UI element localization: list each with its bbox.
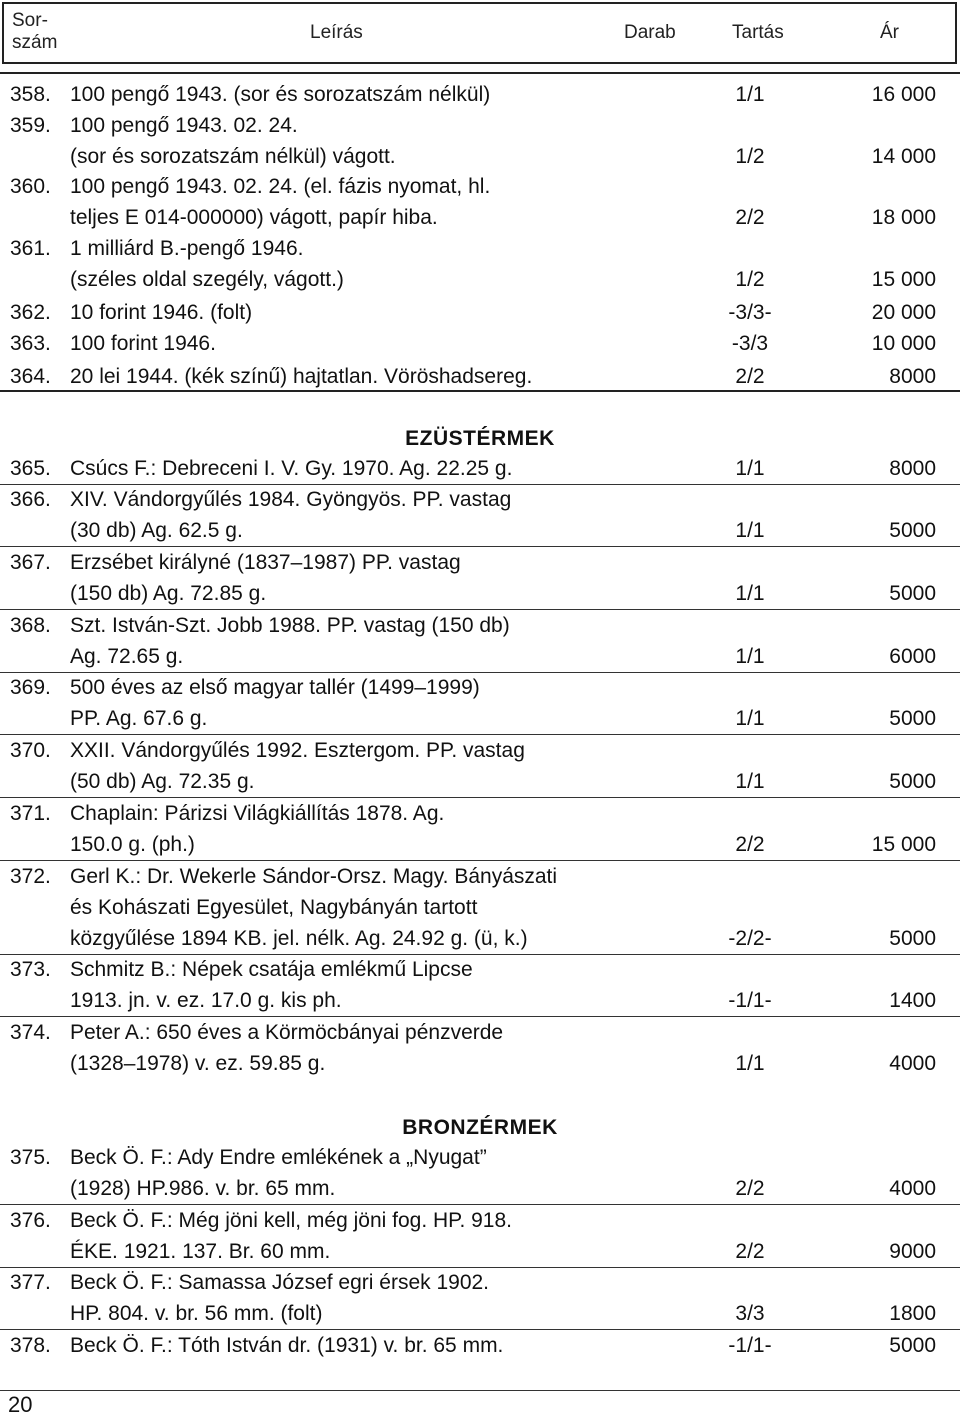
item-number: 372. — [10, 865, 51, 888]
item-price: 5000 — [889, 582, 936, 605]
item-description: Szt. István-Szt. Jobb 1988. PP. vastag (150 db) — [70, 614, 510, 637]
item-tartas: -2/2- — [728, 927, 772, 950]
item-description: közgyűlése 1894 KB. jel. nélk. Ag. 24.92 g. (ü, k.) — [70, 927, 528, 950]
item-price: 1800 — [889, 1302, 936, 1325]
section-divider — [0, 72, 960, 74]
list-item-line — [0, 704, 960, 734]
item-tartas: 1/1 — [735, 770, 765, 793]
item-description: 1 milliárd B.-pengő 1946. — [70, 237, 304, 260]
item-number: 358. — [10, 83, 51, 106]
section-divider — [0, 390, 960, 392]
item-number: 369. — [10, 676, 51, 699]
item-tartas: -1/1- — [728, 989, 772, 1012]
item-description: Beck Ö. F.: Samassa József egri érsek 1902. — [70, 1271, 490, 1294]
item-number: 368. — [10, 614, 51, 637]
row-divider — [0, 797, 960, 798]
list-item-line — [0, 298, 960, 328]
section-title: BRONZÉRMEK — [402, 1116, 558, 1139]
list-item-line — [0, 986, 960, 1016]
list-item-line — [0, 1206, 960, 1236]
item-price: 20 000 — [871, 301, 936, 324]
row-divider — [0, 860, 960, 861]
list-item-line — [0, 799, 960, 829]
list-item-line — [0, 955, 960, 985]
item-tartas: 1/1 — [735, 707, 765, 730]
item-price: 15 000 — [871, 833, 936, 856]
item-tartas: 1/1 — [735, 1052, 765, 1075]
item-tartas: 1/1 — [735, 457, 765, 480]
item-price: 1400 — [889, 989, 936, 1012]
item-price: 9000 — [889, 1240, 936, 1263]
list-item-line — [0, 611, 960, 641]
list-item-line — [0, 265, 960, 295]
item-number: 375. — [10, 1146, 51, 1169]
list-item-line — [0, 516, 960, 546]
list-item-line — [0, 548, 960, 578]
item-description: Ag. 72.65 g. — [70, 645, 184, 668]
item-description: 500 éves az első magyar tallér (1499–1999) — [70, 676, 480, 699]
item-description: Beck Ö. F.: Ady Endre emlékének a „Nyugat” — [70, 1146, 487, 1169]
item-tartas: -3/3 — [731, 332, 769, 355]
item-number: 367. — [10, 551, 51, 574]
item-description: Gerl K.: Dr. Wekerle Sándor-Orsz. Magy. Bányászati — [70, 865, 558, 888]
header-sorszam-line1: Sor- — [12, 10, 48, 31]
item-description: Peter A.: 650 éves a Körmöcbányai pénzverde — [70, 1021, 504, 1044]
item-number: 373. — [10, 958, 51, 981]
item-price: 18 000 — [871, 206, 936, 229]
list-item-line — [0, 830, 960, 860]
item-tartas: -1/1- — [728, 1334, 772, 1357]
item-tartas: 2/2 — [735, 365, 765, 388]
item-tartas: 1/2 — [735, 145, 765, 168]
row-divider — [0, 734, 960, 735]
list-item-line — [0, 234, 960, 264]
list-item-line — [0, 1237, 960, 1267]
item-tartas: 1/1 — [735, 645, 765, 668]
item-description: HP. 804. v. br. 56 mm. (folt) — [70, 1302, 323, 1325]
item-price: 5000 — [889, 519, 936, 542]
item-description: és Kohászati Egyesület, Nagybányán tartott — [70, 896, 478, 919]
header-sorszam — [12, 10, 57, 54]
item-price: 15 000 — [871, 268, 936, 291]
item-number: 360. — [10, 175, 51, 198]
item-description: PP. Ag. 67.6 g. — [70, 707, 208, 730]
item-description: teljes E 014-000000) vágott, papír hiba. — [70, 206, 438, 229]
item-description: 100 pengő 1943. 02. 24. — [70, 114, 298, 137]
section-title: EZÜSTÉRMEK — [405, 427, 555, 450]
item-price: 4000 — [889, 1177, 936, 1200]
list-item-line — [0, 80, 960, 110]
list-item-line — [0, 767, 960, 797]
list-item-line — [0, 203, 960, 233]
item-price: 5000 — [889, 927, 936, 950]
item-description: 100 pengő 1943. 02. 24. (el. fázis nyomat, hl. — [70, 175, 491, 198]
item-price: 5000 — [889, 1334, 936, 1357]
item-number: 364. — [10, 365, 51, 388]
item-description: 100 pengő 1943. (sor és sorozatszám nélkül) — [70, 83, 491, 106]
header-leiras: Leírás — [310, 22, 363, 43]
list-item-line — [0, 1174, 960, 1204]
list-item-line — [0, 454, 960, 484]
item-tartas: 2/2 — [735, 833, 765, 856]
item-price: 8000 — [889, 365, 936, 388]
page-number: 20 — [8, 1392, 33, 1417]
header-darab: Darab — [624, 22, 676, 43]
item-number: 361. — [10, 237, 51, 260]
header-tartas: Tartás — [732, 22, 784, 43]
list-item-line — [0, 485, 960, 515]
list-item-line — [0, 924, 960, 954]
list-item-line — [0, 172, 960, 202]
list-item-line — [0, 736, 960, 766]
list-item-line — [0, 862, 960, 892]
item-number: 359. — [10, 114, 51, 137]
list-item-line — [0, 111, 960, 141]
list-item-line — [0, 893, 960, 923]
item-description: (150 db) Ag. 72.85 g. — [70, 582, 267, 605]
item-description: (50 db) Ag. 72.35 g. — [70, 770, 255, 793]
item-description: XXII. Vándorgyűlés 1992. Esztergom. PP. vastag — [70, 739, 525, 762]
item-price: 5000 — [889, 770, 936, 793]
item-number: 366. — [10, 488, 51, 511]
item-description: (1328–1978) v. ez. 59.85 g. — [70, 1052, 326, 1075]
row-divider — [0, 1016, 960, 1017]
item-price: 6000 — [889, 645, 936, 668]
item-description: XIV. Vándorgyűlés 1984. Gyöngyös. PP. vastag — [70, 488, 512, 511]
section-divider — [0, 1390, 960, 1391]
item-tartas: -3/3- — [728, 301, 772, 324]
item-description: Erzsébet királyné (1837–1987) PP. vastag — [70, 551, 461, 574]
item-price: 4000 — [889, 1052, 936, 1075]
item-number: 362. — [10, 301, 51, 324]
list-item-line — [0, 1331, 960, 1361]
item-description: Beck Ö. F.: Még jöni kell, még jöni fog. HP. 918. — [70, 1209, 512, 1232]
row-divider — [0, 546, 960, 547]
item-number: 370. — [10, 739, 51, 762]
list-item-line — [0, 1299, 960, 1329]
item-description: Chaplain: Párizsi Világkiállítás 1878. Ag. — [70, 802, 445, 825]
item-tartas: 3/3 — [735, 1302, 765, 1325]
list-item-line — [0, 1143, 960, 1173]
item-description: (széles oldal szegély, vágott.) — [70, 268, 344, 291]
list-item-line — [0, 142, 960, 172]
item-description: Schmitz B.: Népek csatája emlékmű Lipcse — [70, 958, 473, 981]
item-number: 378. — [10, 1334, 51, 1357]
row-divider — [0, 1329, 960, 1330]
item-number: 365. — [10, 457, 51, 480]
item-price: 5000 — [889, 707, 936, 730]
item-description: (30 db) Ag. 62.5 g. — [70, 519, 243, 542]
item-description: 100 forint 1946. — [70, 332, 216, 355]
item-tartas: 1/1 — [735, 83, 765, 106]
item-description: 150.0 g. (ph.) — [70, 833, 195, 856]
item-number: 371. — [10, 802, 51, 825]
row-divider — [0, 1204, 960, 1205]
item-number: 376. — [10, 1209, 51, 1232]
item-number: 363. — [10, 332, 51, 355]
header-frame — [2, 2, 957, 64]
header-sorszam-line2: szám — [12, 32, 58, 53]
row-divider — [0, 609, 960, 610]
list-item-line — [0, 579, 960, 609]
list-item-line — [0, 673, 960, 703]
item-tartas: 1/1 — [735, 519, 765, 542]
item-price: 10 000 — [871, 332, 936, 355]
item-number: 377. — [10, 1271, 51, 1294]
item-tartas: 2/2 — [735, 1240, 765, 1263]
list-item-line — [0, 1018, 960, 1048]
item-description: Beck Ö. F.: Tóth István dr. (1931) v. br. 65 mm. — [70, 1334, 504, 1357]
item-tartas: 2/2 — [735, 206, 765, 229]
item-description: Csúcs F.: Debreceni I. V. Gy. 1970. Ag. 22.25 g. — [70, 457, 513, 480]
item-description: 20 lei 1944. (kék színű) hajtatlan. Vöröshadsereg. — [70, 365, 533, 388]
item-description: (1928) HP.986. v. br. 65 mm. — [70, 1177, 336, 1200]
item-tartas: 1/1 — [735, 582, 765, 605]
table-header — [0, 0, 960, 66]
item-description: ÉKE. 1921. 137. Br. 60 mm. — [70, 1240, 331, 1263]
item-price: 14 000 — [871, 145, 936, 168]
list-item-line — [0, 1049, 960, 1079]
list-item-line — [0, 642, 960, 672]
item-price: 8000 — [889, 457, 936, 480]
item-description: (sor és sorozatszám nélkül) vágott. — [70, 145, 396, 168]
item-description: 10 forint 1946. (folt) — [70, 301, 253, 324]
item-number: 374. — [10, 1021, 51, 1044]
item-description: 1913. jn. v. ez. 17.0 g. kis ph. — [70, 989, 342, 1012]
item-tartas: 1/2 — [735, 268, 765, 291]
list-item-line — [0, 1268, 960, 1298]
list-item-line — [0, 329, 960, 359]
item-price: 16 000 — [871, 83, 936, 106]
header-ar: Ár — [880, 22, 899, 43]
list-item-line — [0, 362, 960, 392]
item-tartas: 2/2 — [735, 1177, 765, 1200]
